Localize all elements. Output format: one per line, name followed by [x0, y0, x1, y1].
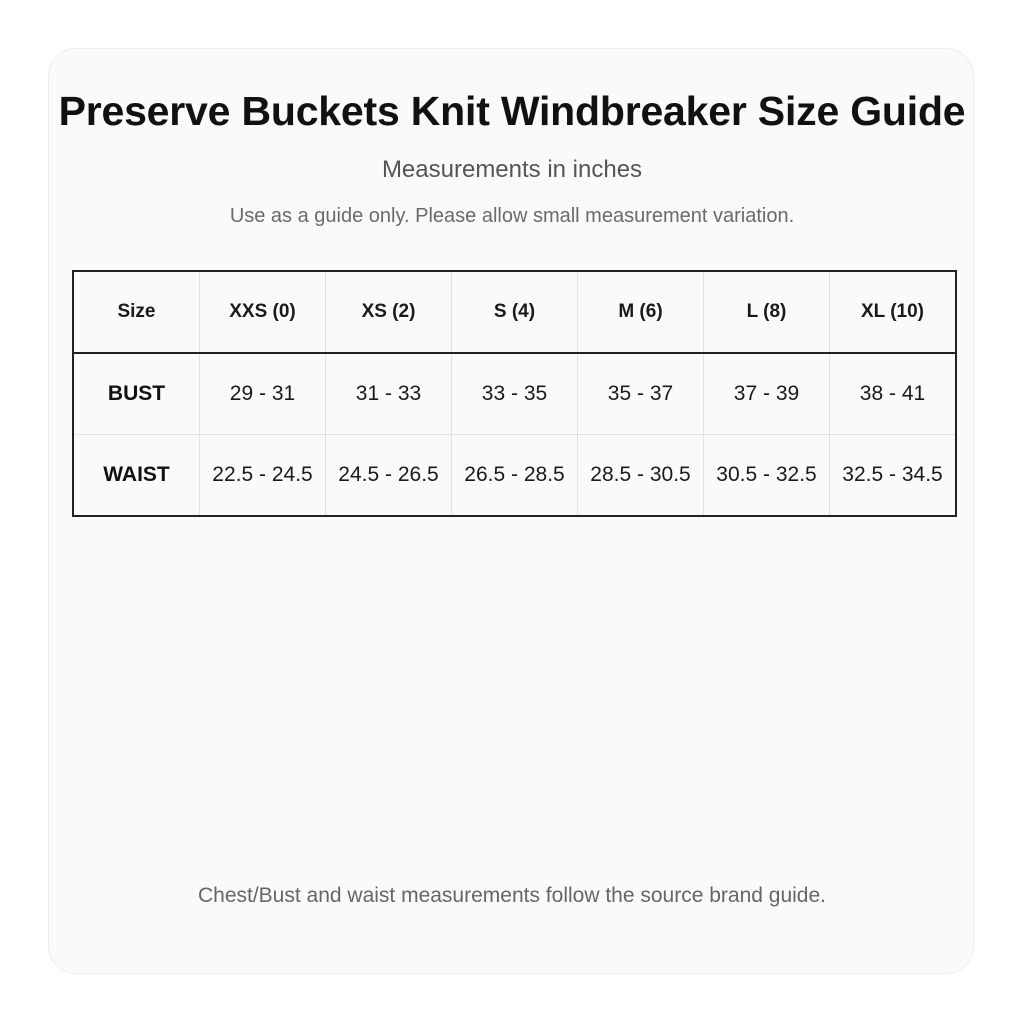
table-row-waist — [73, 435, 956, 517]
header-xxs: XXS (0) — [200, 271, 326, 353]
bust-s: 33 - 35 — [452, 353, 578, 435]
header-xs: XS (2) — [326, 271, 452, 353]
units-subtitle: Measurements in inches — [381, 156, 643, 183]
waist-l: 30.5 - 32.5 — [704, 435, 830, 517]
footer-note: Chest/Bust and waist measurements follow the source brand guide. — [197, 884, 826, 907]
waist-xxs: 22.5 - 24.5 — [200, 435, 326, 517]
page-title: Preserve Buckets Knit Windbreaker Size Guide — [58, 88, 966, 134]
waist-xl: 32.5 - 34.5 — [830, 435, 957, 517]
bust-m: 35 - 37 — [578, 353, 704, 435]
bust-xs: 31 - 33 — [326, 353, 452, 435]
row-label-bust: BUST — [73, 353, 200, 435]
header-l: L (8) — [704, 271, 830, 353]
size-table — [72, 270, 957, 517]
header-size: Size — [73, 271, 200, 353]
table-row-bust — [73, 353, 956, 435]
bust-xxs: 29 - 31 — [200, 353, 326, 435]
header-s: S (4) — [452, 271, 578, 353]
bust-l: 37 - 39 — [704, 353, 830, 435]
row-label-waist: WAIST — [73, 435, 200, 517]
bust-xl: 38 - 41 — [830, 353, 957, 435]
waist-xs: 24.5 - 26.5 — [326, 435, 452, 517]
header-m: M (6) — [578, 271, 704, 353]
header-xl: XL (10) — [830, 271, 957, 353]
disclaimer-note: Use as a guide only. Please allow small measurement variation. — [229, 205, 795, 227]
waist-m: 28.5 - 30.5 — [578, 435, 704, 517]
size-guide-card — [48, 48, 974, 974]
table-header-row — [73, 271, 956, 353]
waist-s: 26.5 - 28.5 — [452, 435, 578, 517]
